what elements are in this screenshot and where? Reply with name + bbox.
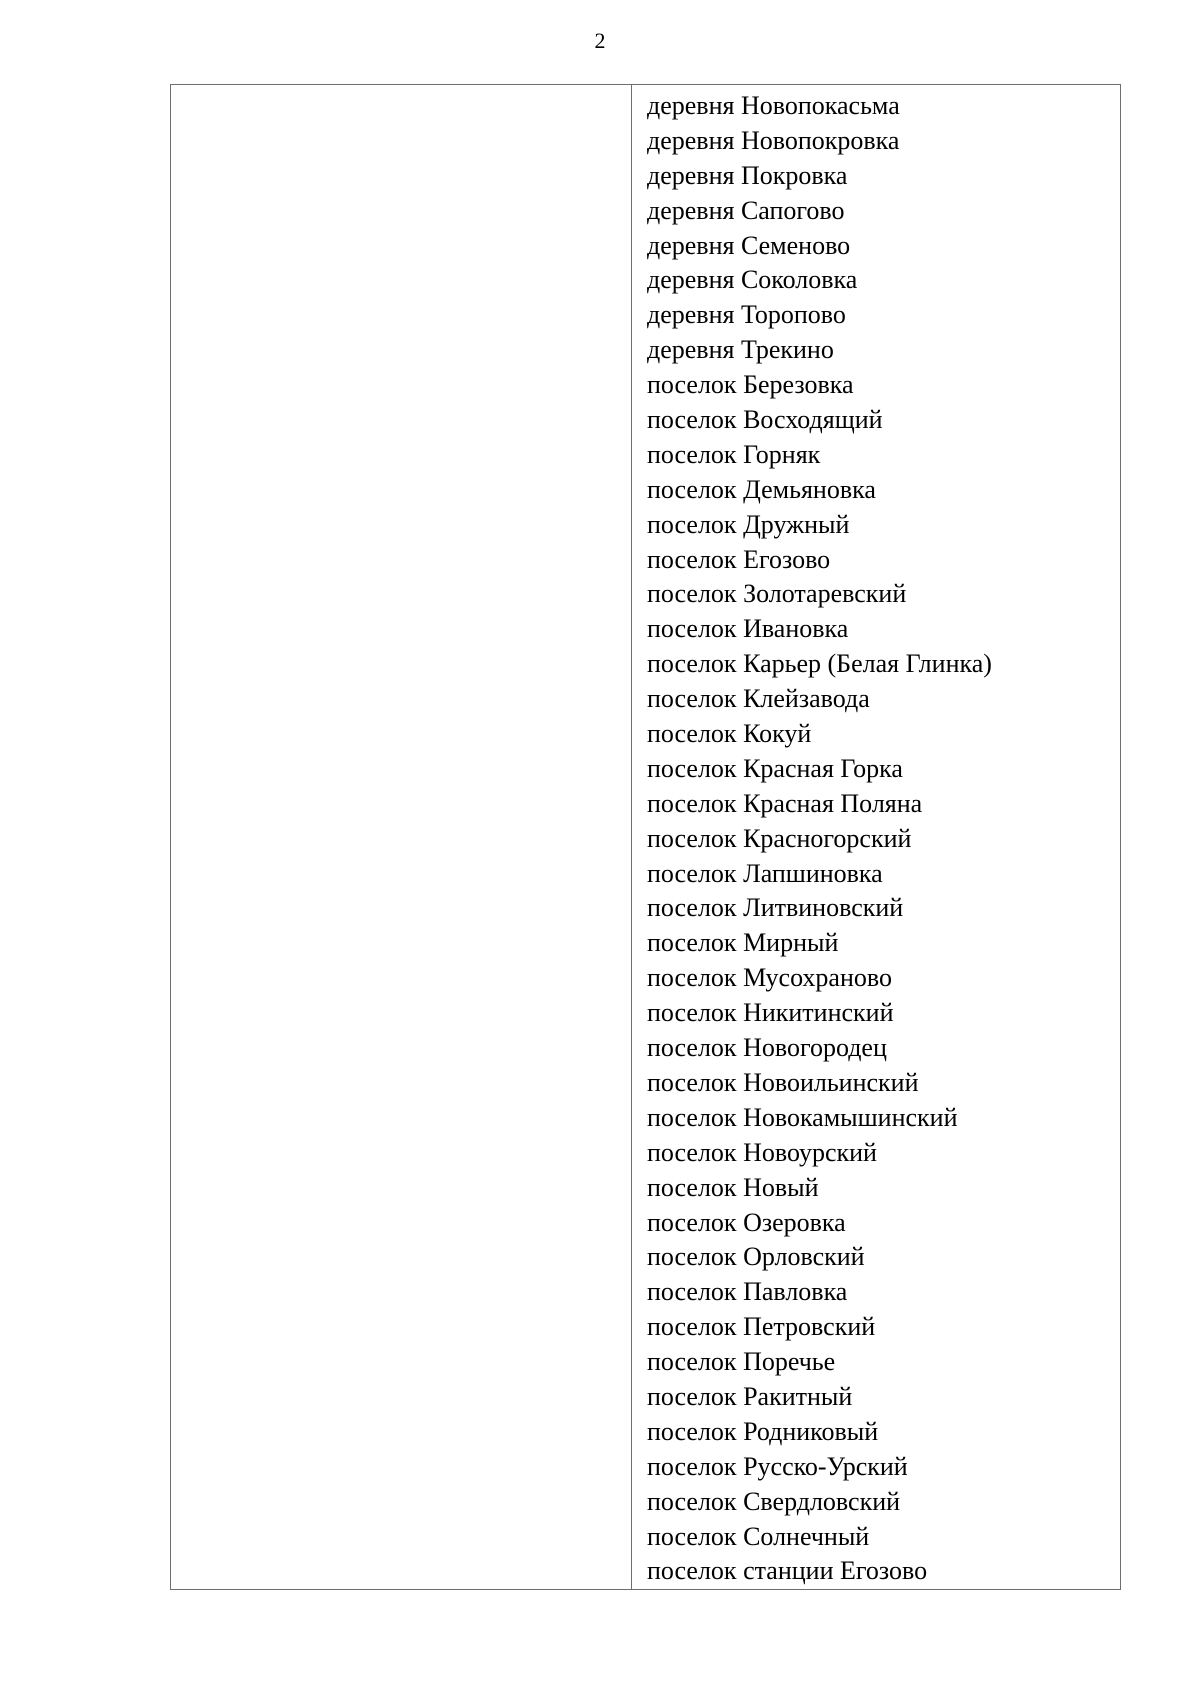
right-cell — [632, 85, 1121, 1590]
list-item: поселок Березовка — [647, 370, 854, 400]
list-item: деревня Новопокровка — [647, 125, 900, 155]
list-item: поселок Лапшиновка — [647, 858, 883, 888]
left-cell — [171, 85, 632, 1590]
list-item: деревня Покровка — [647, 160, 848, 190]
list-item: поселок Петровский — [647, 1312, 876, 1342]
list-item: поселок Новогородец — [647, 1033, 887, 1063]
list-item: деревня Трекино — [647, 335, 834, 365]
list-item: поселок станции Егозово — [647, 1556, 928, 1586]
list-item: поселок Мусохраново — [647, 963, 892, 993]
list-item: поселок Никитинский — [647, 998, 894, 1028]
list-item: поселок Клейзавода — [647, 684, 870, 714]
list-item: поселок Свердловский — [647, 1486, 901, 1516]
list-item: поселок Демьяновка — [647, 474, 876, 504]
list-item: поселок Павловка — [647, 1277, 848, 1307]
list-item: поселок Новоурский — [647, 1137, 877, 1167]
list-item: поселок Мирный — [647, 928, 839, 958]
list-item: деревня Семеново — [647, 230, 851, 260]
list-item: деревня Торопово — [647, 300, 846, 330]
settlement-list — [632, 85, 1120, 1589]
list-item: поселок Новоильинский — [647, 1067, 919, 1097]
list-item: поселок Новый — [647, 1172, 819, 1202]
list-item: деревня Соколовка — [647, 265, 858, 295]
list-item: поселок Родниковый — [647, 1416, 879, 1446]
list-item: деревня Новопокасьма — [647, 91, 900, 120]
list-item: поселок Восходящий — [647, 405, 883, 435]
list-item: поселок Дружный — [647, 509, 850, 539]
list-item: поселок Красногорский — [647, 823, 912, 853]
list-item: деревня Сапогово — [647, 195, 845, 225]
list-item: поселок Поречье — [647, 1347, 836, 1377]
list-item: поселок Кокуй — [647, 719, 812, 749]
list-item: поселок Золотаревский — [647, 579, 907, 609]
list-item: поселок Орловский — [647, 1242, 865, 1272]
list-item: поселок Егозово — [647, 544, 831, 574]
table-row — [171, 85, 1121, 1590]
page-number: 2 — [594, 28, 606, 53]
list-item: поселок Литвиновский — [647, 893, 904, 923]
list-item: поселок Ракитный — [647, 1381, 853, 1411]
list-item: поселок Солнечный — [647, 1521, 870, 1551]
list-item: поселок Ивановка — [647, 614, 849, 644]
list-item: поселок Красная Горка — [647, 753, 903, 783]
settlements-table — [170, 84, 1121, 1590]
list-item: поселок Карьер (Белая Глинка) — [647, 649, 992, 679]
list-item: поселок Горняк — [647, 439, 821, 469]
list-item: поселок Красная Поляна — [647, 788, 923, 818]
list-item: поселок Озеровка — [647, 1207, 846, 1237]
list-item: поселок Новокамышинский — [647, 1102, 958, 1132]
list-item: поселок Русско-Урский — [647, 1451, 908, 1481]
